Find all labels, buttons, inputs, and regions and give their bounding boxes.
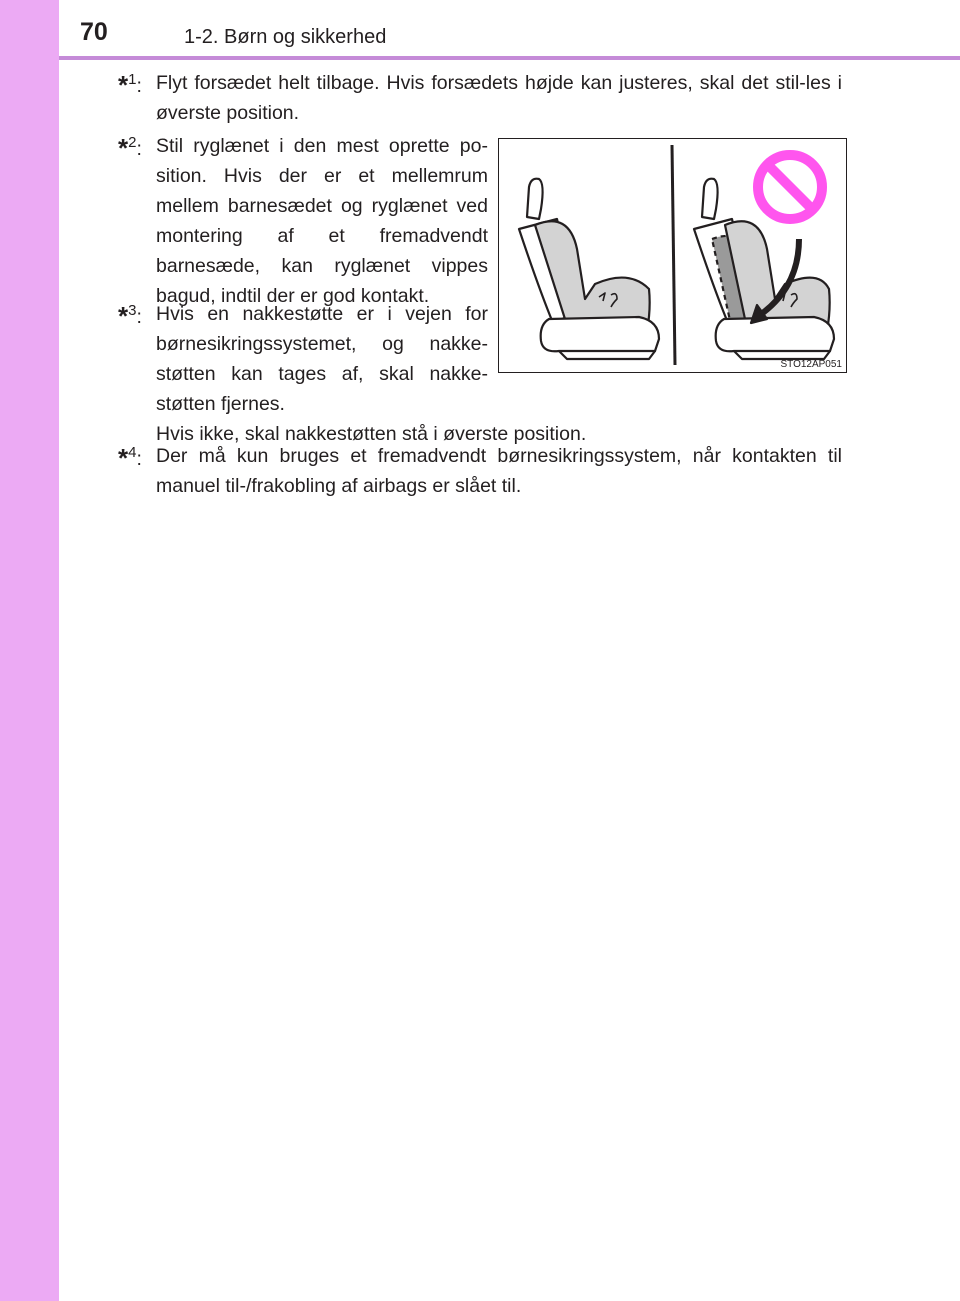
- note-text: Der må kun bruges et fremadvendt børnesikringssystem, når kontakten til manuel til-/frakobling af airbags er slået til.: [156, 445, 842, 497]
- note-4: [118, 441, 842, 501]
- note-marker: *$^1$:: [118, 70, 142, 100]
- note-text-continued: Hvis ikke, skal nakkestøtten stå i øverste position.: [156, 423, 587, 445]
- figure-code: STO12AP051: [780, 359, 842, 370]
- section-title: 1-2. Børn og sikkerhed: [184, 26, 387, 48]
- note-text: Hvis en nakkestøtte er i vejen for børnesikringssystemet, og nakke-støtten kan tages af, skal nakke-støtten fjernes.: [156, 303, 488, 415]
- prohibition-icon: [758, 155, 822, 219]
- header-rule: [59, 56, 960, 60]
- seat-illustration: [498, 138, 847, 373]
- seat-correct: [519, 179, 659, 359]
- note-text: Flyt forsædet helt tilbage. Hvis forsædets højde kan justeres, skal det stil-les i øverste position.: [156, 72, 842, 124]
- sidebar-tab: [0, 0, 59, 1301]
- divider-line: [672, 145, 675, 365]
- seat-drawing: [499, 139, 845, 371]
- note-marker: *$^2$:: [118, 133, 142, 163]
- note-marker: *$^4$:: [118, 443, 142, 473]
- page-number: 70: [80, 18, 108, 46]
- note-marker: *$^3$:: [118, 301, 142, 331]
- note-text: Stil ryglænet i den mest oprette po-sition. Hvis der er et mellemrum mellem barnesædet og ryglænet ved montering af et fremadvendt barnesæde, kan ryglænet vippes bagud, indtil der er god kontakt.: [156, 135, 488, 307]
- note-2: [118, 131, 488, 311]
- note-1: [118, 68, 842, 128]
